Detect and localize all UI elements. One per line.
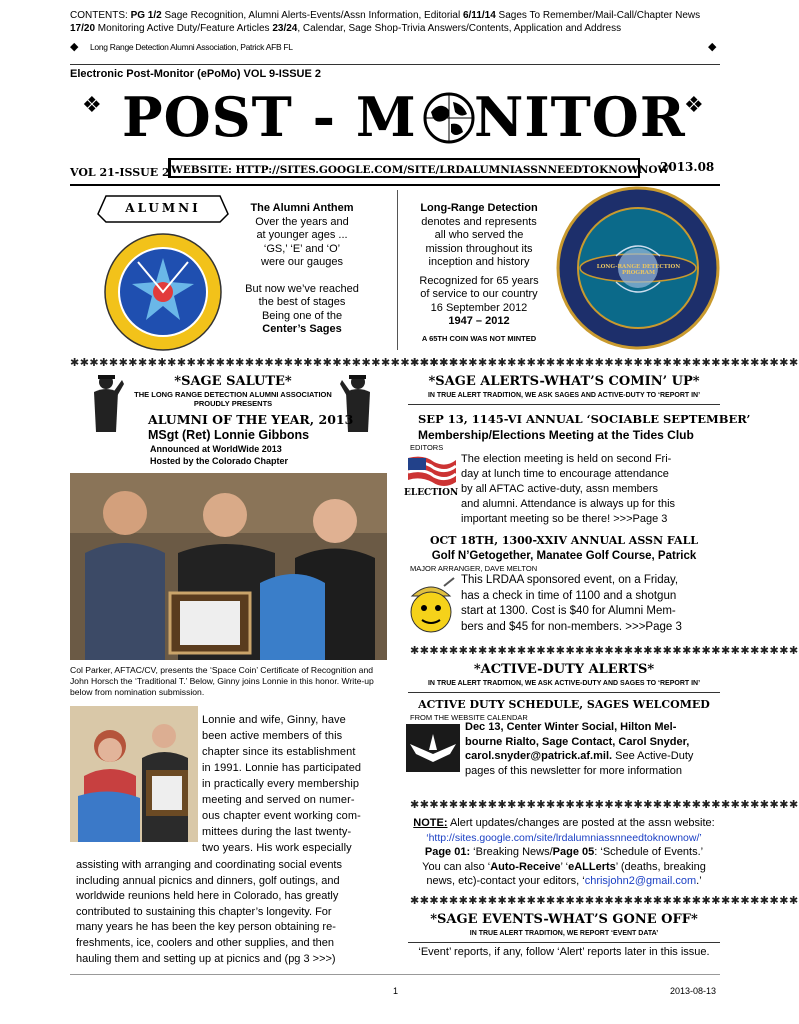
masthead <box>70 86 720 150</box>
story-line: Lonnie and wife, Ginny, have <box>202 714 346 726</box>
gone-text: ‘Event’ reports, if any, follow ‘Alert’ reports later in this issue. <box>418 946 710 958</box>
presents-line: PROUDLY PRESENTS <box>193 399 273 408</box>
story-line: mittees during the last twenty- <box>202 826 352 838</box>
anthem-line: ‘GS,’ ‘E’ and ‘O’ <box>263 242 341 255</box>
event1-line: important meeting so be there! >>>Page 3 <box>461 513 668 525</box>
event2-line: This LRDAA sponsored event, on a Friday, <box>461 574 679 586</box>
announced-line: Announced at WorldWide 2013 <box>150 444 282 454</box>
story-line: including annual picnics and dinners, golf outings, and <box>76 874 340 887</box>
active-sub: IN TRUE ALERT TRADITION, WE ASK ACTIVE-DUTY AND SAGES TO ‘REPORT IN’ <box>427 680 701 687</box>
anthem-line: the best of stages <box>258 296 346 308</box>
coin-band-text: LONG-RANGE DETECTION PROGRAM <box>596 264 681 276</box>
note-line-5: news, etc)-contact your editors, ‘chrisjohn2@gmail.com.’ <box>426 875 702 887</box>
alerts-rule <box>408 404 720 405</box>
story-line: assisting with arranging and coordinating social events <box>76 859 342 871</box>
event2-line: start at 1300. Cost is $40 for Alumni Mem- <box>461 605 676 617</box>
note-line-3: Page 01: ‘Breaking News/Page 05: ‘Schedule of Events.’ <box>424 846 704 858</box>
anthem-line: were our gauges <box>261 256 343 268</box>
story-line: meeting and served on numer- <box>202 794 355 806</box>
anthem-title: The Alumni Anthem <box>250 202 354 214</box>
event1-line: day at lunch time to encourage attendance <box>461 468 669 480</box>
story-line: hauling them and setting up at picnics and (pg 3 >>>) <box>76 952 336 965</box>
divider-stars-right-3: ✱✱✱✱✱✱✱✱✱✱✱✱✱✱✱✱✱✱✱✱✱✱✱✱✱✱✱✱✱✱✱✱✱✱✱✱✱✱✱✱ <box>410 799 799 811</box>
story-line: in 1991. Lonnie has participated <box>202 762 362 774</box>
golf-smiley-icon <box>404 576 458 636</box>
contact-email[interactable]: carol.snyder@patrick.af.mil. <box>465 750 613 762</box>
anthem-line: But now we’ve reached <box>245 282 359 295</box>
lrd-title: Long-Range Detection <box>420 202 538 214</box>
contents-header <box>70 9 730 35</box>
anthem-line: Being one of the <box>261 309 343 322</box>
story-line: two years. His work especially <box>202 842 352 854</box>
contents-line-1: CONTENTS: PG 1/2 Sage Recognition, Alumni Alerts-Events/Assn Information, Editorial 6/11/14 Sages To Remember/Mail-Call/Chapter News <box>70 10 701 21</box>
header-rule <box>70 64 720 65</box>
association-line: Long Range Detection Alumni Association, Patrick AFB FL <box>90 42 293 52</box>
divider-stars-right: ✱✱✱✱✱✱✱✱✱✱✱✱✱✱✱✱✱✱✱✱✱✱✱✱✱✱✱✱✱✱✱✱✱✱✱✱✱✱✱✱ <box>410 357 799 369</box>
story-line: chapter since its establishment <box>202 746 356 758</box>
story-top <box>202 712 384 856</box>
event2-line: has a check in time of 1100 and a shotgun <box>461 589 677 602</box>
lrd-line: mission throughout its <box>425 242 533 255</box>
schedule-line-3: carol.snyder@patrick.af.mil. See Active-Duty <box>465 750 694 762</box>
issue-date: 2013.08 <box>660 160 715 174</box>
story-line: contributed to sustaining this chapter’s longevity. For <box>76 905 332 918</box>
note-line-4: You can also ‘Auto-Receive’ ‘eALLerts’ (deaths, breaking <box>422 860 706 873</box>
website-banner[interactable]: WEBSITE: HTTP://SITES.GOOGLE.COM/SITE/LRDALUMNIASSNNEEDTOKNOWNOW <box>168 158 640 178</box>
active-heading: *ACTIVE-DUTY ALERTS* <box>473 662 655 677</box>
schedule-line: bourne Rialto, Sage Contact, Carol Snyder, <box>465 735 690 748</box>
editor-email-link[interactable]: chrisjohn2@gmail.com <box>584 875 697 887</box>
page-number: 1 <box>393 986 399 996</box>
ornament-right-icon: ❖ <box>684 92 704 117</box>
masthead-title-right: NITOR <box>474 85 686 149</box>
story-line: worldwide reunions held here in Colorado, has greatly <box>76 890 339 903</box>
lrd-block <box>404 202 554 345</box>
event1-title: SEP 13, 1145-VI ANNUAL ‘SOCIABLE SEPTEMBER’ <box>418 412 751 426</box>
lrd-line: denotes and represents <box>421 215 537 228</box>
anniversary-coin <box>556 186 721 351</box>
schedule-text <box>465 720 720 778</box>
anthem-block <box>232 202 372 337</box>
alumni-badge <box>88 192 238 360</box>
volume-label: VOL 21-ISSUE 2 <box>70 166 170 179</box>
story-line: in practically every membership <box>202 778 360 790</box>
note-block <box>404 816 724 889</box>
diamond-left-icon: ◆ <box>70 41 79 53</box>
lrd-years: 1947 – 2012 <box>448 315 510 327</box>
event1-line: and alumni. Attendance is always up for this <box>461 498 676 510</box>
event1-line: The election meeting is held on second Fri- <box>461 453 672 465</box>
event1-source: EDITORS <box>410 443 444 452</box>
story-line: ous chapter event working com- <box>202 810 361 822</box>
award-title: ALUMNI OF THE YEAR, 2013 <box>148 412 354 427</box>
alerts-sub: IN TRUE ALERT TRADITION, WE ASK SAGES AND ACTIVE-DUTY TO ‘REPORT IN’ <box>427 392 701 399</box>
presents-block <box>128 390 338 408</box>
event1-text <box>461 452 719 527</box>
event2-text <box>461 573 719 635</box>
story-line: many years he has been the key person obtaining re- <box>76 921 336 934</box>
footer-date: 2013-08-13 <box>670 986 717 996</box>
website-link[interactable]: ‘http://sites.google.com/site/lrdalumniassnneedtoknownow/’ <box>426 831 702 844</box>
schedule-title: ACTIVE DUTY SCHEDULE, SAGES WELCOMED <box>418 698 710 711</box>
award-photo <box>70 473 387 660</box>
epomo-line: Electronic Post-Monitor (ePoMo) VOL 9-ISSUE 2 <box>70 68 321 80</box>
schedule-line: Dec 13, Center Winter Social, Hilton Mel- <box>465 721 677 733</box>
divider-stars-right-2: ✱✱✱✱✱✱✱✱✱✱✱✱✱✱✱✱✱✱✱✱✱✱✱✱✱✱✱✱✱✱✱✱✱✱✱✱✱✱✱✱ <box>410 645 799 657</box>
event2-subtitle: Golf N’Getogether, Manatee Golf Course, Patrick <box>431 550 697 562</box>
active-rule <box>408 692 720 693</box>
lrd-line: of service to our country <box>420 288 538 300</box>
event2-line: bers and $45 for non-members. >>>Page 3 <box>461 620 682 633</box>
gone-rule <box>408 942 720 943</box>
sage-salute-heading: *SAGE SALUTE* <box>174 374 292 389</box>
schedule-line: pages of this newsletter for more information <box>465 764 683 777</box>
photo-caption: Col Parker, AFTAC/CV, presents the ‘Space Coin’ Certificate of Recognition and John Horsch the ‘Traditional T.’ Below, Ginny joins Lonnie in this honor. Write-up below from nomination submission. <box>70 665 374 697</box>
honoree-name: MSgt (Ret) Lonnie Gibbons <box>148 428 310 442</box>
gone-sub: IN TRUE ALERT TRADITION, WE REPORT ‘EVENT DATA’ <box>469 930 659 937</box>
alumni-badge-title: ALUMNI <box>125 201 201 215</box>
event2-source: MAJOR ARRANGER, DAVE MELTON <box>410 564 538 573</box>
masthead-title-left: POST - M <box>122 85 417 149</box>
couple-photo <box>70 706 198 842</box>
diamond-right-icon: ◆ <box>708 41 717 53</box>
lrd-line: all who served the <box>434 229 524 241</box>
coin-note: A 65TH COIN WAS NOT MINTED <box>421 333 537 343</box>
hosted-line: Hosted by the Colorado Chapter <box>150 456 289 466</box>
lrd-line: inception and history <box>428 256 530 268</box>
election-label: ELECTION <box>404 488 459 498</box>
footer-rule <box>70 974 720 975</box>
gone-heading: *SAGE EVENTS-WHAT’S GONE OFF* <box>430 912 698 927</box>
election-flag-icon <box>404 454 458 502</box>
anthem-final: Center’s Sages <box>262 323 342 335</box>
event1-line: by all AFTAC active-duty, assn members <box>461 483 659 495</box>
divider-stars-left: ✱✱✱✱✱✱✱✱✱✱✱✱✱✱✱✱✱✱✱✱✱✱✱✱✱✱✱✱✱✱✱✱✱✱✱✱✱✱✱✱ <box>70 357 459 369</box>
air-force-icon <box>406 724 460 772</box>
ornament-left-icon: ❖ <box>82 92 102 117</box>
saluting-soldier-left-icon <box>88 372 128 434</box>
story-line: freshments, ice, coolers and other supplies, and then <box>76 936 335 949</box>
divider-stars-right-4: ✱✱✱✱✱✱✱✱✱✱✱✱✱✱✱✱✱✱✱✱✱✱✱✱✱✱✱✱✱✱✱✱✱✱✱✱✱✱✱✱ <box>410 895 799 907</box>
anthem-line: Over the years and <box>255 215 349 228</box>
story-bottom <box>76 858 384 967</box>
schedule-source: FROM THE WEBSITE CALENDAR <box>410 713 528 722</box>
column-divider <box>397 190 398 350</box>
anthem-line: at younger ages ... <box>256 229 348 241</box>
globe-icon <box>423 92 475 144</box>
event2-title: OCT 18TH, 1300-XXIV ANNUAL ASSN FALL <box>429 534 699 547</box>
event1-subtitle: Membership/Elections Meeting at the Tides Club <box>418 428 694 442</box>
contents-line-2: 17/20 Monitoring Active Duty/Feature Articles 23/24, Calendar, Sage Shop-Trivia Answers/Contents, Application and Address <box>70 23 622 34</box>
lrd-line: Recognized for 65 years <box>419 274 539 287</box>
presents-line: THE LONG RANGE DETECTION ALUMNI ASSOCIATION <box>134 390 332 399</box>
alerts-heading: *SAGE ALERTS-WHAT’S COMIN’ UP* <box>428 374 700 389</box>
story-line: been active members of this <box>202 730 343 742</box>
lrd-line: 16 September 2012 <box>430 301 528 314</box>
note-line-1: NOTE: Alert updates/changes are posted at the assn website: <box>413 817 715 829</box>
